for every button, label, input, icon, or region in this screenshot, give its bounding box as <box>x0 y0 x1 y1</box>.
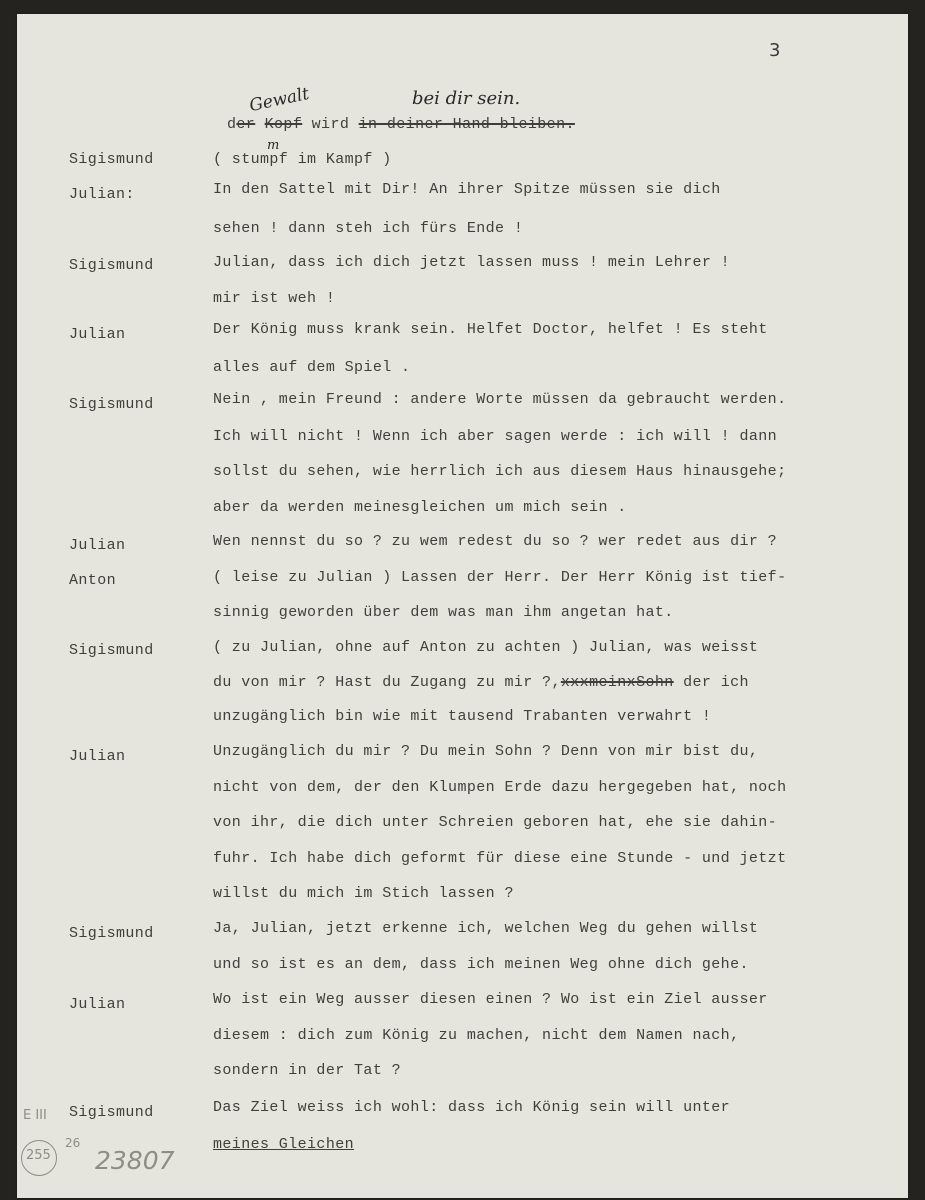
struck-text: xxxmeinxSohn <box>560 674 674 691</box>
dialogue-line: fuhr. Ich habe dich geformt für diese eine Stunde - und jetzt <box>213 850 787 867</box>
dialogue-text: du von mir ? Hast du Zugang zu mir ?, <box>213 674 561 691</box>
dialogue-line: diesem : dich zum König zu machen, nicht dem Namen nach, <box>213 1027 740 1044</box>
dialogue-line: Das Ziel weiss ich wohl: dass ich König sein will unter <box>213 1099 731 1116</box>
dialogue-line: In den Sattel mit Dir! An ihrer Spitze müssen sie dich <box>213 181 721 198</box>
speaker-label: Sigismund <box>69 925 154 942</box>
dialogue-line: mir ist weh ! <box>213 290 336 307</box>
dialogue-line: Wen nennst du so ? zu wem redest du so ? wer redet aus dir ? <box>213 533 778 550</box>
dialogue-line: Ja, Julian, jetzt erkenne ich, welchen Weg du gehen willst <box>213 920 759 937</box>
dialogue-line: von ihr, die dich unter Schreien geboren hat, ehe sie dahin- <box>213 814 778 831</box>
speaker-label: Julian <box>69 326 126 343</box>
archive-number: 23807 <box>95 1146 175 1175</box>
dialogue-line: sinnig geworden über dem was man ihm angetan hat. <box>213 604 674 621</box>
dialogue-line: unzugänglich bin wie mit tausend Trabanten verwahrt ! <box>213 708 712 725</box>
speaker-label: Sigismund <box>69 396 154 413</box>
dialogue-line: ( leise zu Julian ) Lassen der Herr. Der Herr König ist tief- <box>213 569 787 586</box>
dialogue-text: der ich <box>673 674 749 691</box>
dialogue-line: alles auf dem Spiel . <box>213 359 411 376</box>
dialogue-line <box>213 674 749 691</box>
dialogue-line: Unzugänglich du mir ? Du mein Sohn ? Denn von mir bist du, <box>213 743 759 760</box>
dialogue-line: sollst du sehen, wie herrlich ich aus diesem Haus hinausgehe; <box>213 463 787 480</box>
dialogue-line: nicht von dem, der den Klumpen Erde dazu hergegeben hat, noch <box>213 779 787 796</box>
speaker-label: Sigismund <box>69 1104 154 1121</box>
handwritten-correction: m <box>267 138 280 153</box>
speaker-label: Julian <box>69 748 126 765</box>
manuscript-page <box>17 14 908 1198</box>
dialogue-line: und so ist es an dem, dass ich meinen Weg ohne dich gehe. <box>213 956 749 973</box>
archive-circled-number: 255 <box>26 1148 51 1163</box>
speaker-label: Julian <box>69 537 126 554</box>
top-fragment-struck-word: Kopf <box>264 116 303 133</box>
top-fragment-start-struck: er <box>236 116 256 133</box>
page-number: 3 <box>769 40 781 61</box>
speaker-label: Sigismund <box>69 642 154 659</box>
dialogue-line: Der König muss krank sein. Helfet Doctor, helfet ! Es steht <box>213 321 768 338</box>
handwritten-insert-bei-dir-sein: bei dir sein. <box>412 88 521 109</box>
dialogue-line: willst du mich im Stich lassen ? <box>213 885 514 902</box>
dialogue-line: Ich will nicht ! Wenn ich aber sagen werde : ich will ! dann <box>213 428 778 445</box>
dialogue-line: sehen ! dann steh ich fürs Ende ! <box>213 220 524 237</box>
dialogue-line: ( stumpf im Kampf ) <box>213 151 392 168</box>
speaker-label: Julian: <box>69 186 135 203</box>
speaker-label: Julian <box>69 996 126 1013</box>
dialogue-line: sondern in der Tat ? <box>213 1062 402 1079</box>
dialogue-line: Nein , mein Freund : andere Worte müssen da gebraucht werden. <box>213 391 787 408</box>
archive-code: E III <box>23 1108 47 1123</box>
top-fragment-word: wird <box>311 116 350 133</box>
top-fragment-line <box>227 116 575 133</box>
speaker-label: Sigismund <box>69 257 154 274</box>
dialogue-line: meines Gleichen <box>213 1136 355 1153</box>
top-fragment-start: d <box>227 116 237 133</box>
speaker-label: Sigismund <box>69 151 154 168</box>
dialogue-line: ( zu Julian, ohne auf Anton zu achten ) Julian, was weisst <box>213 639 759 656</box>
dialogue-line: Julian, dass ich dich jetzt lassen muss ! mein Lehrer ! <box>213 254 731 271</box>
dialogue-line: Wo ist ein Weg ausser diesen einen ? Wo ist ein Ziel ausser <box>213 991 768 1008</box>
speaker-label: Anton <box>69 572 117 589</box>
dialogue-line: aber da werden meinesgleichen um mich sein . <box>213 499 627 516</box>
archive-sub-number: 26 <box>65 1136 81 1150</box>
handwritten-insert-gewalt: Gewalt <box>247 83 312 117</box>
top-fragment-struck-phrase: in deiner Hand bleiben. <box>358 116 575 133</box>
